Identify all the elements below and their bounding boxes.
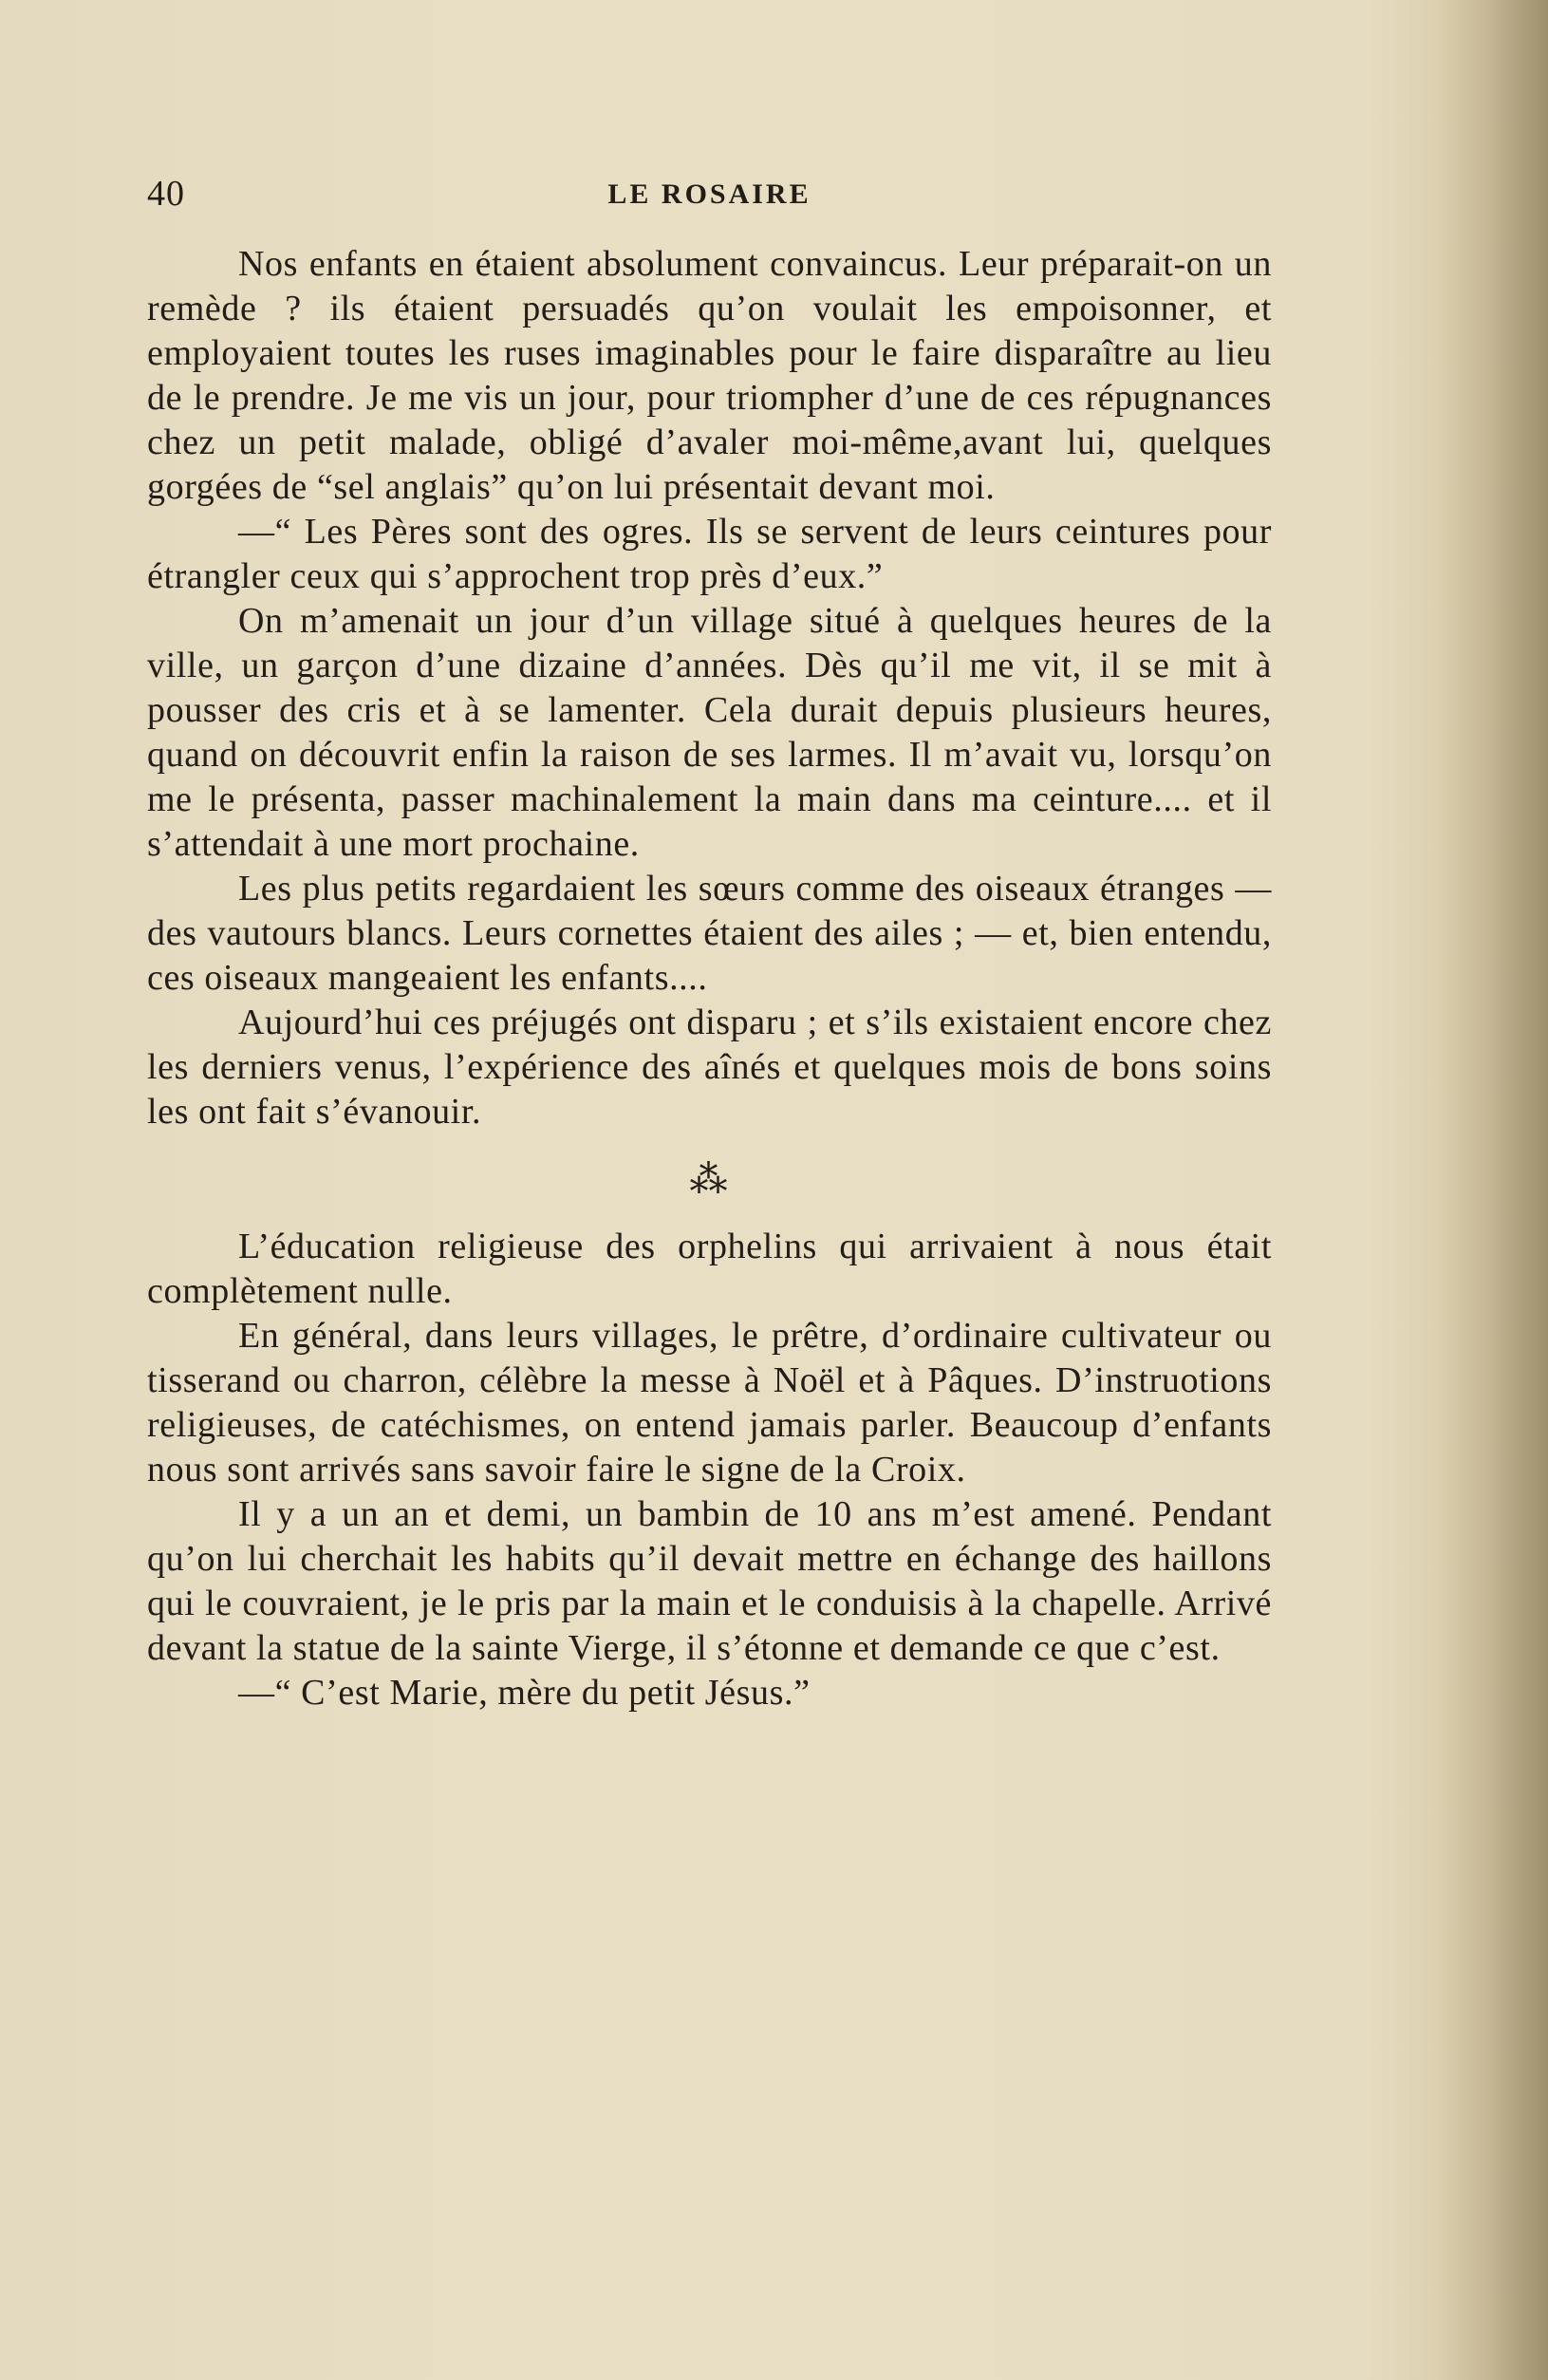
paragraph: Les plus petits regardaient les sœurs comme des oiseaux étranges — des vautours blancs. Leurs cornettes étaient des ailes ; — et, bien entendu, ces oiseaux mangeaient les enfants.... [147,869,1272,998]
paragraph: —“ C’est Marie, mère du petit Jésus.” [238,1673,811,1713]
paragraph: L’éducation religieuse des orphelins qui arrivaient à nous était complètement nulle. [147,1227,1272,1311]
paragraph: Aujourd’hui ces préjugés ont disparu ; et s’ils existaient encore chez les derniers venus, l’expérience des aînés et quelques mois de bons soins les ont fait s’évanouir. [147,1003,1272,1132]
body-text [147,242,1272,1715]
paragraph: Il y a un an et demi, un bambin de 10 ans m’est amené. Pendant qu’on lui cherchait les habits qu’il devait mettre en échange des haillons qui le couvraient, je le pris par la main et le conduisis à la chapelle. Arrivé devant la statue de la sainte Vierge, il s’étonne et demande ce que c’est. [147,1494,1272,1668]
running-title: LE ROSAIRE [607,178,811,210]
paragraph: En général, dans leurs villages, le prêtre, d’ordinaire cultivateur ou tisserand ou charron, célèbre la messe à Noël et à Pâques. D’instruotions religieuses, de catéchismes, on entend jamais parler. Beaucoup d’enfants nous sont arrivés sans savoir faire le signe de la Croix. [147,1316,1272,1490]
paragraph: On m’amenait un jour d’un village situé à quelques heures de la ville, un garçon d’une dizaine d’années. Dès qu’il me vit, il se mit à pousser des cris et à se lamenter. Cela durait depuis plusieurs heures, quand on découvrit enfin la raison de ses larmes. Il m’avait vu, lorsqu’on me le présenta, passer machinalement la main dans ma ceinture.... et il s’attendait à une mort prochaine. [147,601,1272,864]
page-number: 40 [147,174,185,214]
section-separator-asterism: ⁂ [689,1158,730,1201]
paragraph: —“ Les Pères sont des ogres. Ils se servent de leurs ceintures pour étrangler ceux qui s’approchent trop près d’eux.” [147,512,1272,596]
page-header [147,173,1272,220]
paragraph: Nos enfants en étaient absolument convaincus. Leur préparait-on un remède ? ils étaient persuadés qu’on voulait les empoisonner, et employaient toutes les ruses imaginables pour le faire disparaître au lieu de le prendre. Je me vis un jour, pour triompher d’une de ces répugnances chez un petit malade, obligé d’avaler moi-même,avant lui, quelques gorgées de “sel anglais” qu’on lui présentait devant moi. [147,244,1272,507]
page-gutter-shadow [1434,0,1548,2380]
